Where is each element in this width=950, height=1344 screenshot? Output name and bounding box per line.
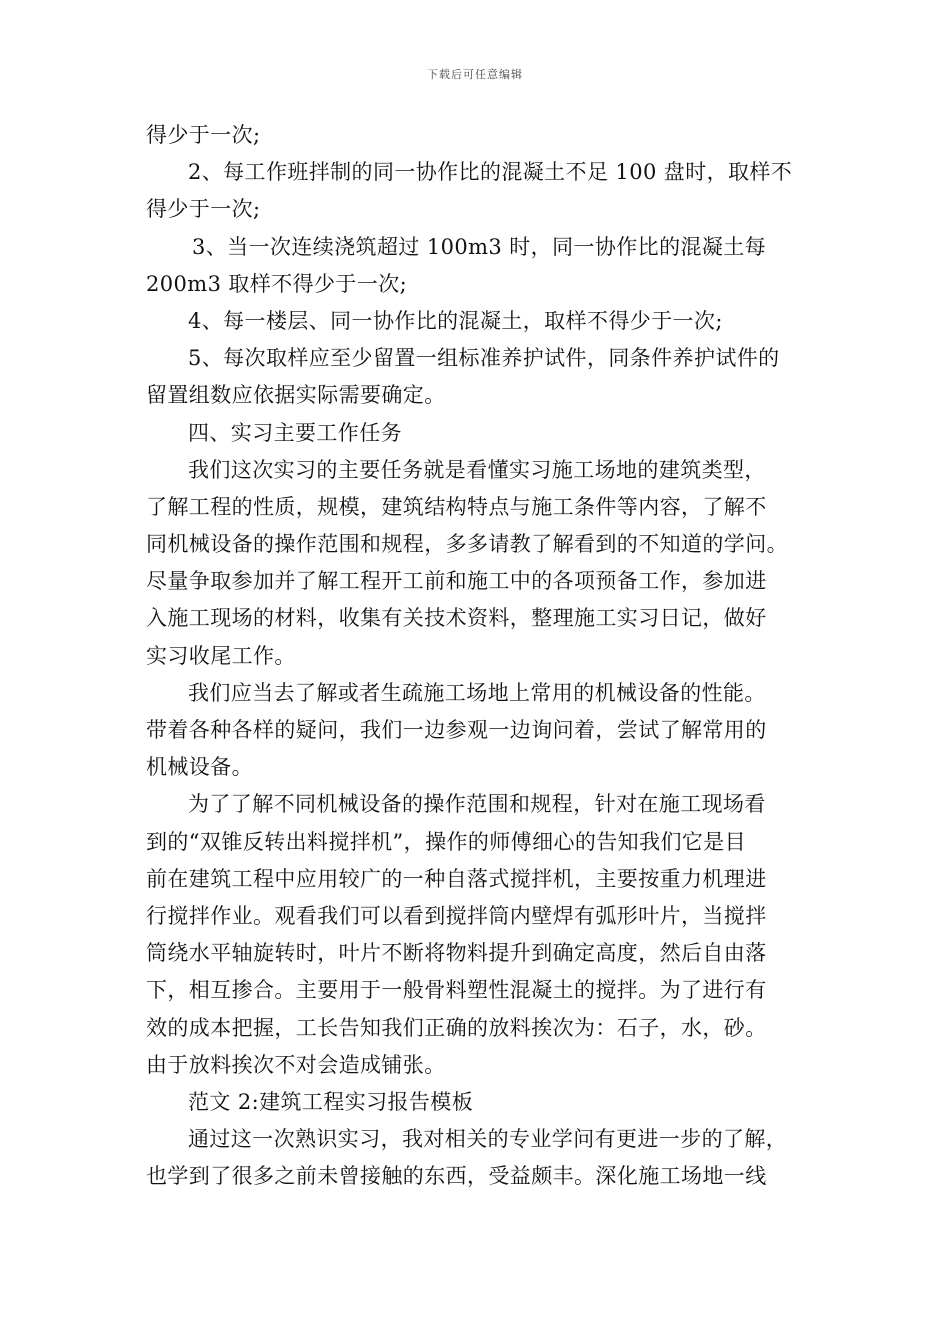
text-line: 行搅拌作业。观看我们可以看到搅拌筒内壁焊有弧形叶片，当搅拌 <box>146 903 767 928</box>
text-line: 留置组数应依据实际需要确定。 <box>146 383 446 408</box>
text-line: 下，相互掺合。主要用于一般骨料塑性混凝土的搅拌。为了进行有 <box>146 978 767 1003</box>
text-line: 机械设备。 <box>146 755 253 780</box>
text-line: 尽量争取参加并了解工程开工前和施工中的各项预备工作，参加进 <box>146 569 767 594</box>
text-line: 我们应当去了解或者生疏施工场地上常用的机械设备的性能。 <box>188 680 766 705</box>
text-line: 4、每一楼层、同一协作比的混凝土，取样不得少于一次; <box>188 308 723 333</box>
text-line: 前在建筑工程中应用较广的一种自落式搅拌机，主要按重力机理进 <box>146 866 767 891</box>
text-line: 得少于一次; <box>146 197 261 222</box>
text-line: 到的“双锥反转出料搅拌机”，操作的师傅细心的告知我们它是目 <box>146 829 747 854</box>
text-line: 入施工现场的材料，收集有关技术资料，整理施工实习日记，做好 <box>146 606 767 631</box>
text-line: 由于放料挨次不对会造成铺张。 <box>146 1052 446 1077</box>
section-heading: 四、实习主要工作任务 <box>188 420 402 445</box>
text-line: 通过这一次熟识实习，我对相关的专业学问有更进一步的了解， <box>188 1127 788 1152</box>
text-line: 同机械设备的操作范围和规程，多多请教了解看到的不知道的学问。 <box>146 532 788 557</box>
text-line: 效的成本把握，工长告知我们正确的放料挨次为：石子，水，砂。 <box>146 1015 767 1040</box>
text-line: 5、每次取样应至少留置一组标准养护试件，同条件养护试件的 <box>188 346 780 371</box>
text-line: 带着各种各样的疑问，我们一边参观一边询问着，尝试了解常用的 <box>146 718 767 742</box>
text-line: 3、当一次连续浇筑超过 100m3 时，同一协作比的混凝土每 <box>192 234 767 259</box>
text-line: 我们这次实习的主要任务就是看懂实习施工场地的建筑类型， <box>188 457 766 482</box>
text-line: 200m3 取样不得少于一次; <box>146 271 408 296</box>
text-line: 也学到了很多之前未曾接触的东西，受益颇丰。深化施工场地一线 <box>146 1164 767 1189</box>
page-header: 下载后可任意编辑 <box>427 68 523 81</box>
text-line: 为了了解不同机械设备的操作范围和规程，针对在施工现场看 <box>188 792 766 817</box>
document-body <box>146 117 806 1195</box>
text-line: 了解工程的性质，规模，建筑结构特点与施工条件等内容，了解不 <box>146 494 767 519</box>
text-line: 筒绕水平轴旋转时，叶片不断将物料提升到确定高度，然后自由落 <box>146 941 767 966</box>
text-line: 实习收尾工作。 <box>146 643 296 668</box>
text-line: 得少于一次; <box>146 123 261 147</box>
section-heading: 范文 2:建筑工程实习报告模板 <box>188 1089 474 1114</box>
text-line: 2、每工作班拌制的同一协作比的混凝土不足 100 盘时，取样不 <box>188 160 793 185</box>
